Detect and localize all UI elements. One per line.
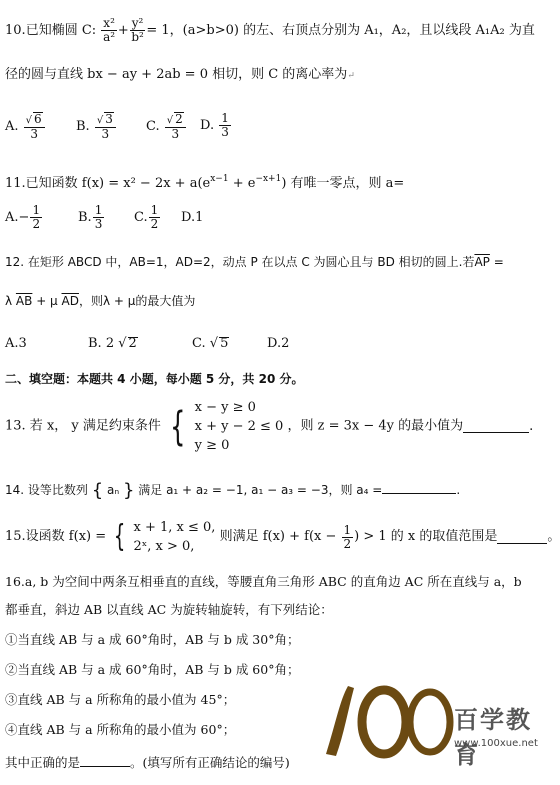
q14-text-a: 14. 设等比数列 — [5, 483, 88, 497]
q15-text-a: 15.设函数 f(x) = — [5, 529, 107, 544]
q10-opt-a-label: A. — [5, 119, 19, 134]
q11-line1: 11.已知函数 $f(x) = x^2 - 2x + a(e^{x-1} + e^{-x+1})$ 有唯一零点，则 a= — [5, 174, 405, 191]
q11-option-d[interactable] — [181, 210, 203, 225]
q16-statement-3: ③直线 AB 与 a 所称角的最小值为 45°； — [5, 692, 236, 707]
q12-option-d[interactable] — [267, 336, 289, 351]
q10-line2 — [5, 67, 355, 84]
q12-opt-c-radicand: 5 — [220, 336, 229, 351]
q16-line1: 16.a, b 为空间中两条互相垂直的直线，等腰直角三角形 ABC 的直角边 AC 所在直线与 a，b — [5, 574, 522, 589]
q14-seq: aₙ — [107, 483, 120, 497]
q10-opt-d-label: D. — [200, 118, 215, 133]
q12-opt-b-radicand: 2 — [128, 336, 137, 351]
q12-line1 — [5, 254, 504, 270]
q14-answer-blank[interactable] — [382, 481, 456, 494]
q10-opt-b-label: B. — [76, 119, 90, 134]
q10-opt-c-label: C. — [146, 119, 160, 134]
q15-end: 。 — [547, 529, 560, 544]
q15-case-2: 2ˣ, x > 0, — [133, 539, 195, 554]
q12-opt-d-label: D.2 — [267, 336, 290, 351]
q16-statement-1: ①当直线 AB 与 a 成 60°角时，AB 与 b 成 30°角； — [5, 632, 300, 647]
q12-opt-b-label: B. 2 — [88, 336, 115, 351]
q16-line2: 都垂直，斜边 AB 以直线 AC 为旋转轴旋转，有下列结论： — [5, 602, 333, 617]
q12-option-b[interactable]: B. 2 √ 2 — [88, 336, 137, 351]
q11-option-c[interactable]: C. $\frac{1}{2}$ — [134, 203, 159, 231]
q12-line2 — [5, 293, 195, 309]
q13-line: 13. 若 x， y 满足约束条件 { x − y ≥ 0 x + y − 2 ≤ 0 y ≥ 0 ，则 z = 3x − 4y 的最小值为 . — [5, 400, 534, 453]
q10-line1: 10.已知椭圆 C: $\frac{\text{x²}}{\text{a²}}$ + $\frac{\text{y²}}{\text{b²}}$ = 1，(a>b>0) 的左、右顶点分别为 A₁，A₂，且以线段 A₁A₂ 为直 — [5, 16, 535, 44]
q11-text-a: 11.已知函数 f(x) = x² − 2x + a(e — [5, 176, 211, 191]
q16-last-a: 其中正确的是 — [5, 755, 81, 770]
q12-option-a[interactable] — [5, 336, 27, 351]
q11-opt-a-label: A. — [5, 210, 19, 225]
q15-cases — [134, 518, 216, 556]
q12-lambda: λ — [5, 294, 16, 308]
q10-text-b: ，(a>b>0) 的左、右顶点分别为 A₁，A₂，且以线段 A₁A₂ 为直 — [169, 23, 535, 38]
q10-option-a[interactable]: A. $\frac{√ 6}{3}$ — [5, 112, 46, 141]
q12-line1-text: 12. 在矩形 ABCD 中，AB=1，AD=2，动点 P 在以点 C 为圆心且与 BD 相切的圆上.若 — [5, 255, 475, 269]
q11-option-a[interactable]: A.− $\frac{1}{2}$ — [5, 203, 41, 231]
q16-statement-2: ②当直线 AB 与 a 成 60°角时，AB 与 b 成 60°角； — [5, 662, 300, 677]
q12-vec-ab: $\overline{AB}$ — [15, 294, 33, 308]
section-heading: 二、填空题：本题共 4 小题，每小题 5 分，共 20 分。 — [5, 372, 304, 386]
q13-constraint-1: x − y ≥ 0 — [194, 400, 256, 415]
q10-option-c[interactable]: C. $\frac{√ 2}{3}$ — [146, 112, 187, 141]
q12-vec-ad: $\overline{AD}$ — [61, 294, 79, 308]
q13-constraint-2: x + y − 2 ≤ 0 — [194, 419, 284, 434]
q13-text-a: 13. 若 x， y 满足约束条件 — [5, 418, 161, 434]
q11-opt-c-label: C. — [134, 210, 148, 225]
q10-text-a: 已知椭圆 C: — [25, 23, 97, 38]
q11-opt-d-label: D.1 — [181, 210, 204, 225]
q12-eq: = — [489, 255, 504, 269]
q12-mu: + μ — [32, 294, 62, 308]
brand-name: 百学教育 — [454, 706, 532, 769]
q12-option-c[interactable]: C. √ 5 — [192, 336, 229, 351]
q11-option-b[interactable]: B. $\frac{1}{3}$ — [78, 203, 103, 231]
q10-frac-x: $\frac{\text{x²}}{\text{a²}}$ — [103, 16, 116, 44]
q11-text-b: 有唯一零点，则 a= — [290, 176, 405, 191]
q13-answer-blank[interactable] — [463, 420, 529, 433]
q10-option-b[interactable]: B. $\frac{√ 3}{3}$ — [76, 112, 117, 141]
q10-frac-y: $\frac{\text{y²}}{\text{b²}}$ — [131, 16, 144, 44]
q15-case-1: x + 1, x ≤ 0, — [133, 520, 216, 535]
q12-vec-ap: $\overline{AP}$ — [474, 255, 490, 269]
q16-last-b: 。(填写所有正确结论的编号) — [130, 755, 290, 770]
q10-line2-text: 径的圆与直线 bx − ay + 2ab = 0 相切，则 C 的离心率为 — [5, 67, 348, 82]
q13-constraint-3: y ≥ 0 — [194, 438, 230, 453]
q16-answer-blank[interactable] — [80, 754, 130, 767]
q10-option-d[interactable]: D. $\frac{1}{3}$ — [200, 111, 229, 139]
q15-brace: { — [114, 519, 126, 554]
q11-opt-b-label: B. — [78, 210, 92, 225]
q16-last-line — [5, 754, 290, 771]
q15-line: 15.设函数 f(x) = { x + 1, x ≤ 0, 2ˣ, x > 0, 则满足 f(x) + f(x − $\frac{1}{2}$ ) > 1 的 x 的取值范围是 。 — [5, 517, 560, 557]
q12-line2-text: ，则λ + μ的最大值为 — [78, 294, 196, 308]
para-mark: ↵ — [347, 71, 355, 81]
q15-text-b: 则满足 f(x) + f(x − — [219, 529, 341, 544]
q13-text-b: ，则 z = 3x − 4y 的最小值为 — [287, 418, 464, 434]
q16-statement-4: ④直线 AB 与 a 所称角的最小值为 60°； — [5, 722, 236, 737]
brand-logo — [318, 682, 550, 769]
q14-line: 14. 设等比数列 { aₙ } 满足 a₁ + a₂ = −1, a₁ − a₃ = −3，则 a₄ = . — [5, 480, 461, 501]
q15-text-c: ) > 1 的 x 的取值范围是 — [354, 529, 498, 544]
q15-answer-blank[interactable] — [497, 531, 547, 544]
brand-url: www.100xue.net — [454, 738, 538, 749]
q13-constraints — [195, 398, 284, 455]
q12-opt-c-label: C. — [192, 336, 206, 351]
q13-brace: { — [170, 403, 186, 450]
q12-opt-a-label: A.3 — [5, 336, 27, 351]
q14-text-b: 满足 a₁ + a₂ = −1, a₁ − a₃ = −3，则 a₄ = — [138, 483, 383, 497]
q10-number: 10. — [5, 23, 26, 38]
